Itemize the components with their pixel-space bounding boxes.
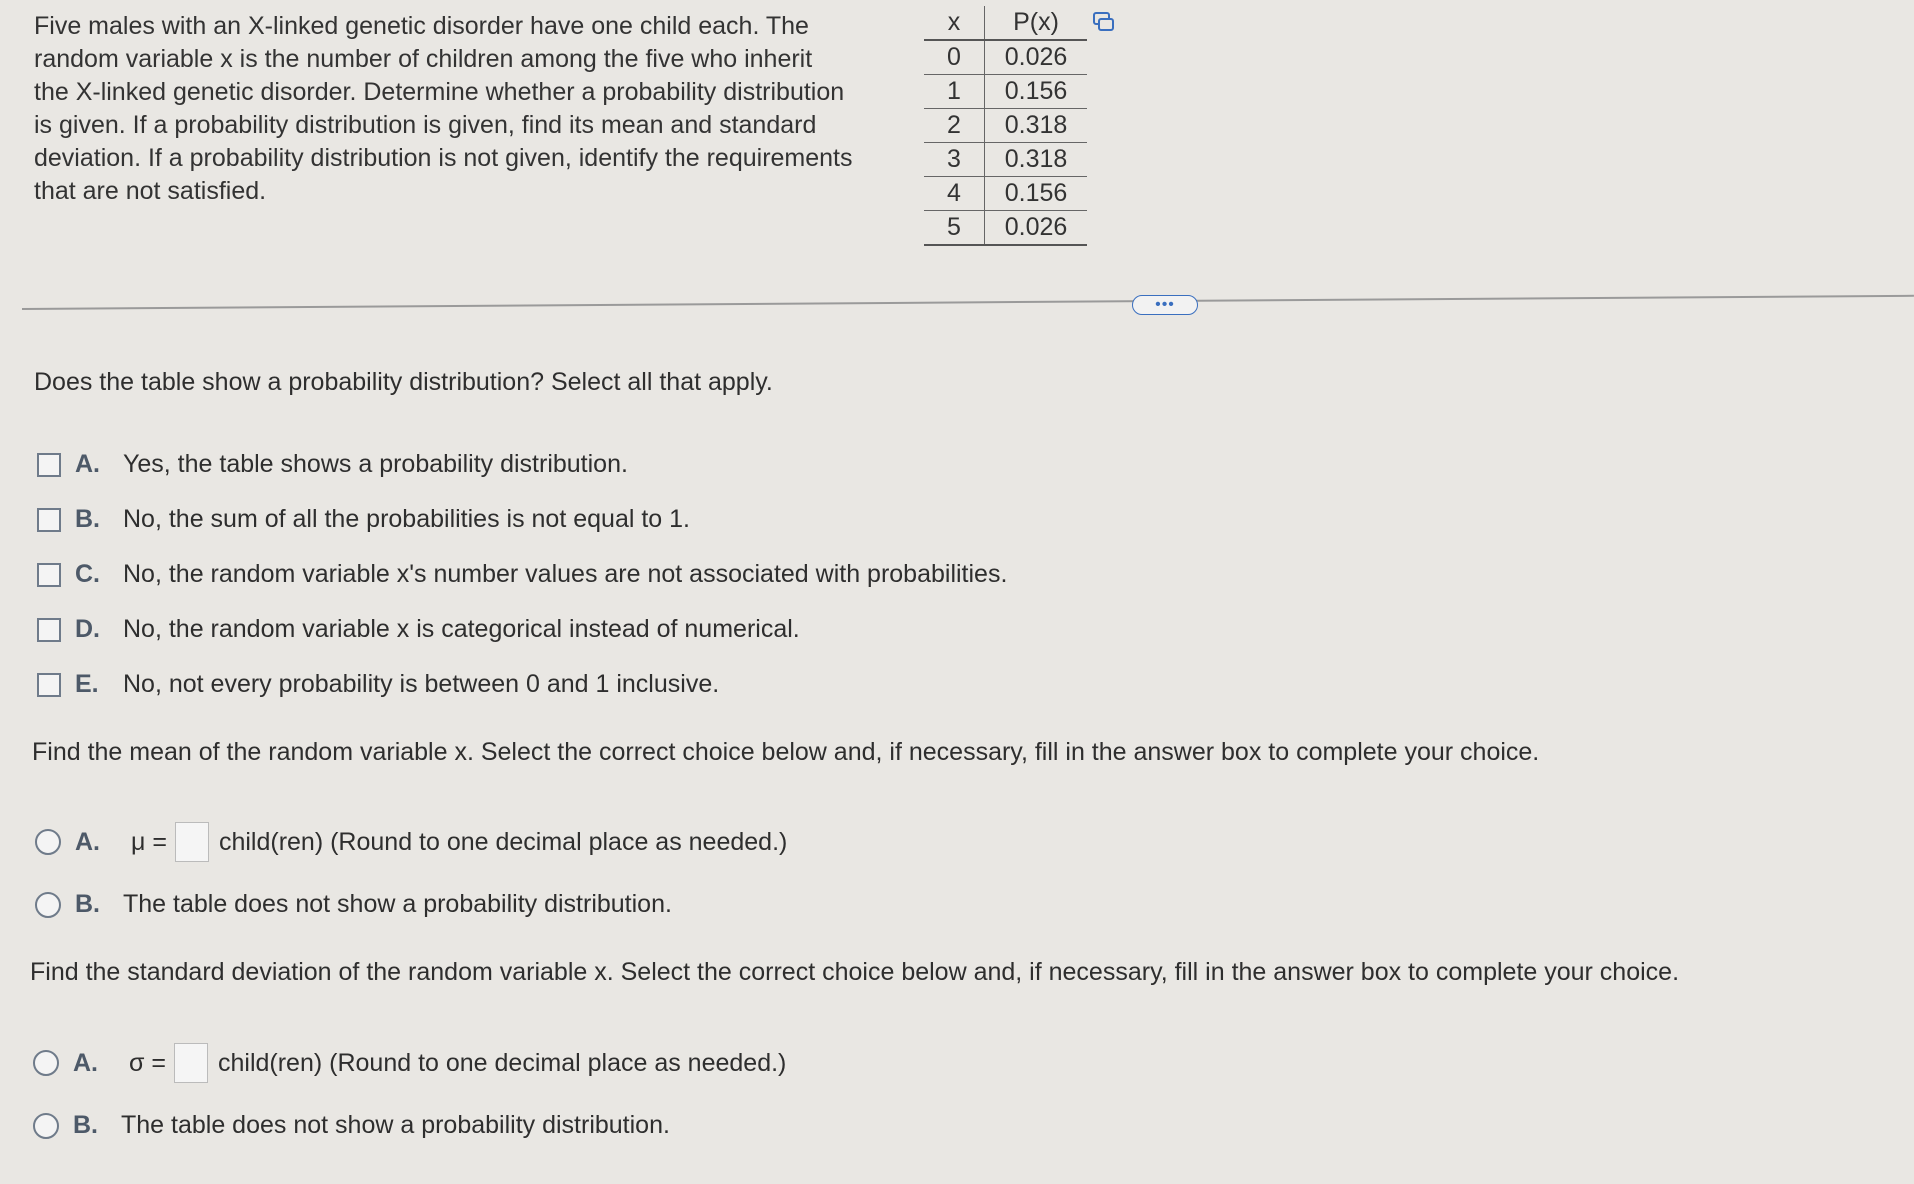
option-letter: B. xyxy=(73,1111,98,1139)
table-row xyxy=(924,109,1087,143)
table-row xyxy=(924,143,1087,177)
problem-line: random variable x is the number of children among the five who inherit xyxy=(34,45,813,73)
radio-button[interactable] xyxy=(33,1113,59,1139)
cell-px: 0.318 xyxy=(985,143,1088,177)
checkbox[interactable] xyxy=(37,618,61,642)
option-text: child(ren) (Round to one decimal place as needed.) xyxy=(218,827,788,856)
checkbox[interactable] xyxy=(37,453,61,477)
mean-answer-input[interactable] xyxy=(175,822,209,862)
cell-x: 5 xyxy=(924,211,985,246)
option-letter: E. xyxy=(75,670,99,698)
header-x: x xyxy=(924,6,985,40)
problem-statement xyxy=(34,10,914,208)
section-divider xyxy=(22,295,1914,310)
cell-x: 1 xyxy=(924,75,985,109)
sd-answer-input[interactable] xyxy=(174,1043,208,1083)
option-text: No, the random variable x is categorical instead of numerical. xyxy=(123,615,800,643)
q1-option-d[interactable] xyxy=(37,615,800,644)
problem-line: that are not satisfied. xyxy=(34,177,267,205)
q2-option-b[interactable] xyxy=(35,890,672,919)
problem-line: is given. If a probability distribution is given, find its mean and standard xyxy=(34,111,817,139)
cell-x: 3 xyxy=(924,143,985,177)
cell-x: 4 xyxy=(924,177,985,211)
cell-x: 0 xyxy=(924,40,985,75)
q1-prompt: Does the table show a probability distribution? Select all that apply. xyxy=(34,368,773,396)
q1-option-b[interactable] xyxy=(37,505,690,534)
option-text: No, not every probability is between 0 and 1 inclusive. xyxy=(123,670,720,698)
option-letter: A. xyxy=(75,450,100,478)
option-letter: D. xyxy=(75,615,100,643)
checkbox[interactable] xyxy=(37,673,61,697)
radio-button[interactable] xyxy=(35,829,61,855)
q2-option-a[interactable] xyxy=(35,822,787,862)
option-letter: A. xyxy=(75,827,100,856)
option-letter: C. xyxy=(75,560,100,588)
problem-line: Five males with an X-linked genetic disorder have one child each. The xyxy=(34,12,809,40)
table-row xyxy=(924,75,1087,109)
option-text: The table does not show a probability distribution. xyxy=(121,1111,670,1139)
checkbox[interactable] xyxy=(37,563,61,587)
table-row xyxy=(924,40,1087,75)
q3-option-a[interactable] xyxy=(33,1043,786,1083)
radio-button[interactable] xyxy=(35,892,61,918)
option-text: child(ren) (Round to one decimal place as needed.) xyxy=(217,1048,787,1077)
copy-icon[interactable] xyxy=(1093,12,1115,32)
option-letter: A. xyxy=(73,1048,98,1077)
cell-x: 2 xyxy=(924,109,985,143)
q1-option-c[interactable] xyxy=(37,560,1007,589)
probability-table xyxy=(924,6,1087,246)
option-text: The table does not show a probability distribution. xyxy=(123,890,672,918)
checkbox[interactable] xyxy=(37,508,61,532)
option-letter: B. xyxy=(75,505,100,533)
q2-prompt: Find the mean of the random variable x. Select the correct choice below and, if necessary, fill in the answer box to complete your choice. xyxy=(32,738,1540,766)
cell-px: 0.156 xyxy=(985,177,1088,211)
table-row xyxy=(924,177,1087,211)
table-row xyxy=(924,211,1087,246)
q1-option-a[interactable] xyxy=(37,450,628,479)
more-button[interactable]: ••• xyxy=(1132,295,1198,315)
sigma-symbol: σ = xyxy=(129,1048,166,1077)
mu-symbol: μ = xyxy=(131,827,167,856)
option-text: No, the random variable x's number values are not associated with probabilities. xyxy=(123,560,1008,588)
table-header-row xyxy=(924,6,1087,40)
radio-button[interactable] xyxy=(33,1050,59,1076)
q3-prompt: Find the standard deviation of the random variable x. Select the correct choice below and, if necessary, fill in the answer box to complete your choice. xyxy=(30,958,1680,986)
cell-px: 0.026 xyxy=(985,40,1088,75)
cell-px: 0.318 xyxy=(985,109,1088,143)
option-text: Yes, the table shows a probability distribution. xyxy=(123,450,628,478)
cell-px: 0.156 xyxy=(985,75,1088,109)
option-letter: B. xyxy=(75,890,100,918)
q3-option-b[interactable] xyxy=(33,1111,670,1140)
header-px: P(x) xyxy=(985,6,1088,40)
problem-line: deviation. If a probability distribution is not given, identify the requirements xyxy=(34,144,853,172)
option-text: No, the sum of all the probabilities is not equal to 1. xyxy=(123,505,690,533)
problem-line: the X-linked genetic disorder. Determine whether a probability distribution xyxy=(34,78,845,106)
cell-px: 0.026 xyxy=(985,211,1088,246)
q1-option-e[interactable] xyxy=(37,670,719,699)
